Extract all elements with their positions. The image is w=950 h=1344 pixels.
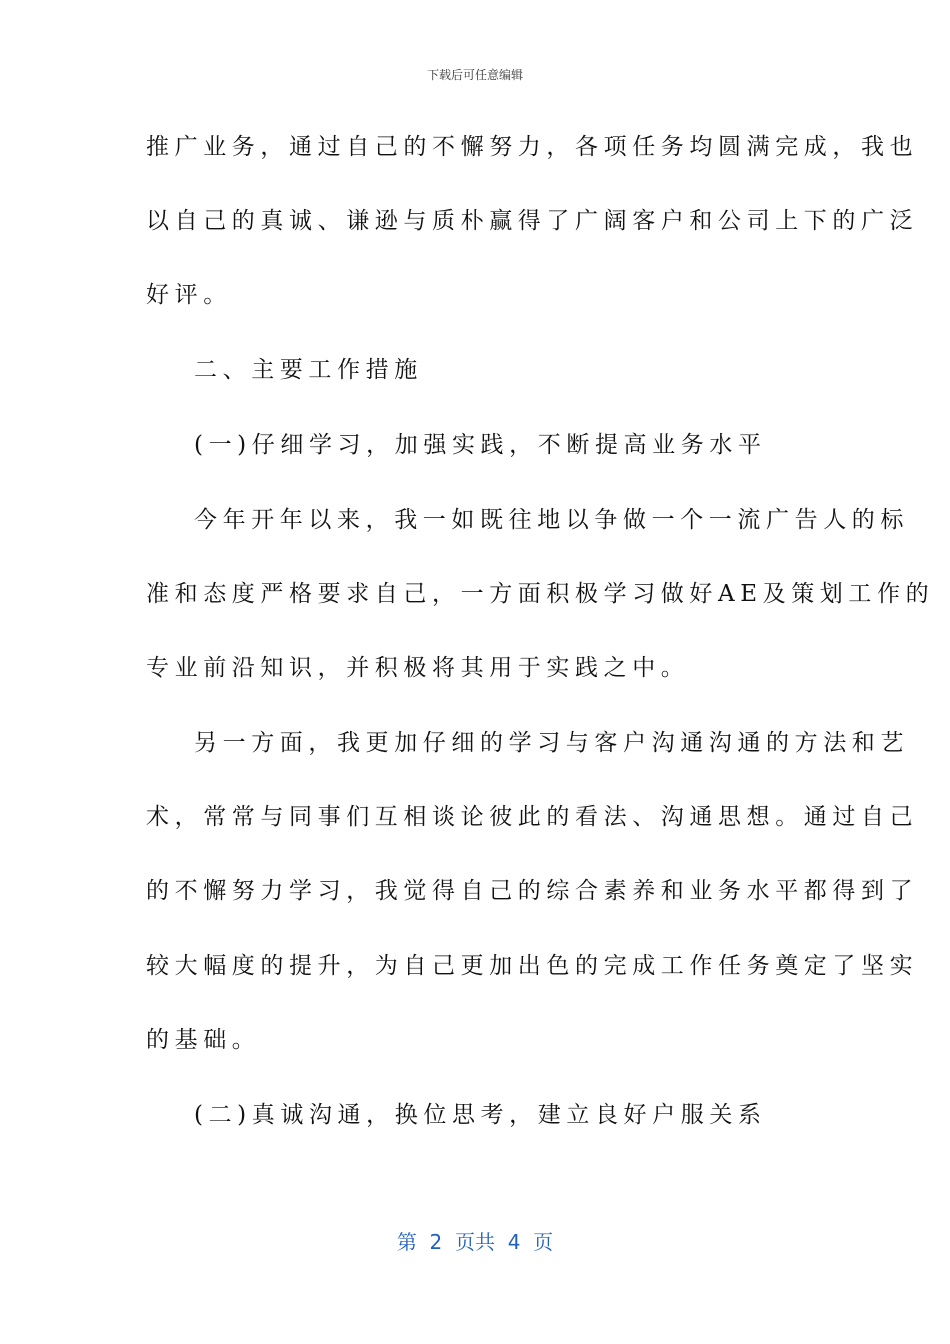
body-line: 较大幅度的提升，为自己更加出色的完成工作任务奠定了坚实 [146, 953, 919, 979]
page-number: 第 2 页共 4 页 [396, 1230, 554, 1254]
page-footer [0, 1226, 950, 1255]
body-line: 另一方面，我更加仔细的学习与客户沟通沟通的方法和艺 [194, 730, 909, 756]
body-line: 专业前沿知识，并积极将其用于实践之中。 [146, 655, 690, 681]
section-heading: 二、主要工作措施 [194, 357, 423, 383]
body-line: 今年开年以来，我一如既往地以争做一个一流广告人的标 [194, 507, 909, 533]
body-line: 好评。 [146, 282, 232, 308]
body-line: 的不懈努力学习，我觉得自己的综合素养和业务水平都得到了 [146, 878, 919, 904]
body-line: 准和态度严格要求自己，一方面积极学习做好AE及策划工作的 [146, 581, 935, 607]
body-line: 推广业务，通过自己的不懈努力，各项任务均圆满完成，我也 [146, 134, 919, 160]
body-line: 术，常常与同事们互相谈论彼此的看法、沟通思想。通过自己 [146, 804, 919, 830]
page-header: 下载后可任意编辑 [426, 68, 523, 82]
body-line: 的基础。 [146, 1027, 261, 1053]
subsection-heading: (一)仔细学习，加强实践，不断提高业务水平 [194, 432, 767, 458]
subsection-heading: (二)真诚沟通，换位思考，建立良好户服关系 [194, 1102, 767, 1128]
body-line: 以自己的真诚、谦逊与质朴赢得了广阔客户和公司上下的广泛 [146, 208, 919, 234]
